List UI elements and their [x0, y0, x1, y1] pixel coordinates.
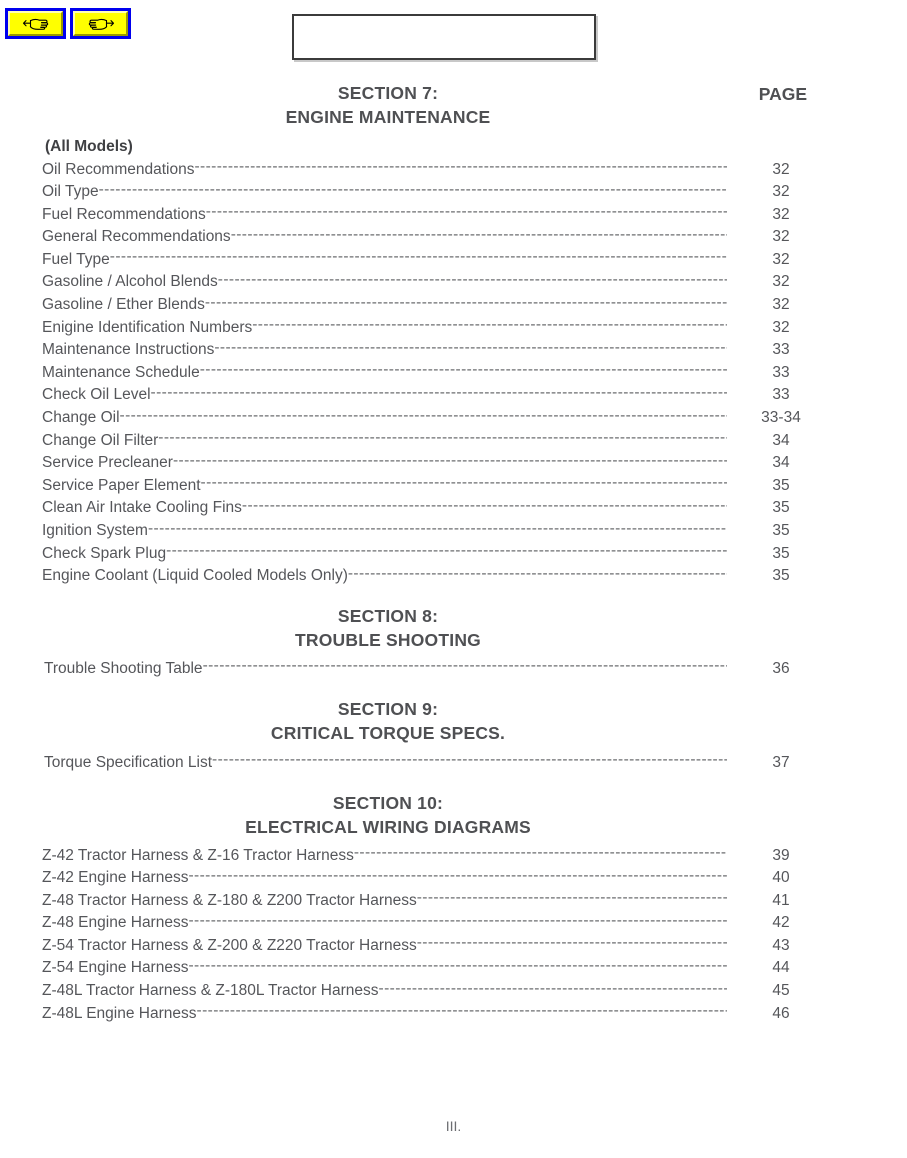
- toc-entry[interactable]: [42, 867, 822, 890]
- toc-entry-page-number: 46: [772, 1004, 790, 1022]
- toc-entry-title: Gasoline / Ether Blends: [42, 296, 205, 314]
- toc-entry[interactable]: [44, 657, 822, 680]
- toc-entry-page-number: 35: [772, 544, 790, 562]
- toc-leader-dashes: [200, 361, 727, 377]
- toc-entry-title: Z-54 Engine Harness: [42, 959, 189, 977]
- toc-entry-title: Oil Recommendations: [42, 160, 195, 178]
- section-7-entry-list: [42, 158, 822, 587]
- toc-entry-title: Z-42 Tractor Harness & Z-16 Tractor Harness: [42, 846, 354, 864]
- toc-entry-title: Z-54 Tractor Harness & Z-200 & Z220 Tractor Harness: [42, 936, 417, 954]
- toc-entry[interactable]: [42, 934, 822, 957]
- toc-leader-dashes: [354, 844, 727, 860]
- section-8-entry-list: [44, 657, 822, 680]
- toc-entry-page-number: 35: [772, 522, 790, 539]
- toc-entry-title: Service Paper Element: [42, 476, 201, 494]
- toc-entry[interactable]: [42, 339, 822, 362]
- toc-entry-page-number: 32: [772, 296, 790, 314]
- toc-entry[interactable]: [42, 203, 822, 226]
- toc-leader-dashes: [242, 497, 727, 513]
- toc-entry-title: Gasoline / Alcohol Blends: [42, 273, 218, 291]
- toc-entry-title: Maintenance Schedule: [42, 363, 200, 381]
- toc-entry-title: Check Oil Level: [42, 386, 151, 404]
- toc-entry-page-number: 41: [772, 891, 790, 909]
- toc-entry[interactable]: [42, 158, 822, 181]
- toc-leader-dashes: [348, 565, 727, 581]
- toc-entry-page-number: 34: [772, 454, 790, 472]
- toc-leader-dashes: [110, 248, 727, 264]
- toc-entry-page-number: 33: [772, 363, 790, 381]
- toc-entry[interactable]: [42, 407, 822, 430]
- toc-leader-dashes: [148, 520, 727, 536]
- toc-entry-page-number: 33-34: [761, 409, 801, 427]
- section-name: ENGINE MAINTENANCE: [285, 107, 491, 127]
- section-number: SECTION 8:: [337, 606, 439, 626]
- toc-entry[interactable]: [42, 429, 822, 452]
- toc-entry[interactable]: [42, 294, 822, 317]
- toc-leader-dashes: [120, 407, 727, 423]
- toc-entry-page-number: 32: [772, 273, 790, 291]
- toc-entry[interactable]: [42, 889, 822, 912]
- toc-entry[interactable]: [42, 474, 822, 497]
- section-8-heading: [0, 605, 776, 653]
- toc-entry[interactable]: [42, 452, 822, 475]
- toc-entry-title: Engine Coolant (Liquid Cooled Models Only): [42, 567, 348, 585]
- toc-leader-dashes: [205, 294, 727, 310]
- toc-leader-dashes: [203, 657, 727, 673]
- toc-leader-dashes: [417, 934, 727, 950]
- toc-entry-page-number: 40: [772, 869, 790, 887]
- toc-entry-title: General Recommendations: [42, 228, 231, 246]
- toc-entry[interactable]: [44, 751, 822, 774]
- toc-leader-dashes: [166, 542, 727, 558]
- toc-entry-title: Fuel Recommendations: [42, 205, 206, 223]
- toc-leader-dashes: [99, 181, 727, 197]
- toc-entry-title: Z-48L Engine Harness: [42, 1004, 197, 1022]
- toc-entry-page-number: 32: [772, 250, 790, 268]
- toc-entry[interactable]: [42, 1002, 822, 1025]
- toc-leader-dashes: [212, 751, 727, 767]
- toc-entry[interactable]: [42, 542, 822, 565]
- toc-entry[interactable]: [42, 912, 822, 935]
- toc-entry-title: Enigine Identification Numbers: [42, 318, 253, 336]
- toc-entry-page-number: 32: [772, 205, 790, 223]
- toc-entry-page-number: 39: [772, 846, 790, 864]
- toc-entry-title: Torque Specification List: [44, 753, 213, 771]
- toc-leader-dashes: [206, 203, 727, 219]
- toc-entry[interactable]: [42, 384, 822, 407]
- section-number: SECTION 9:: [337, 699, 439, 719]
- toc-entry-page-number: 43: [772, 936, 790, 954]
- toc-entry[interactable]: [42, 361, 822, 384]
- section-9-heading: [0, 698, 776, 746]
- page-column-header: PAGE: [758, 84, 807, 104]
- toc-entry-page-number: 32: [772, 228, 790, 246]
- footer-page-number: III.: [445, 1118, 462, 1134]
- toc-entry[interactable]: [42, 957, 822, 980]
- toc-entry-title: Check Spark Plug: [42, 544, 167, 562]
- toc-entry[interactable]: [42, 844, 822, 867]
- toc-leader-dashes: [188, 867, 727, 883]
- toc-entry-page-number: 44: [772, 959, 790, 977]
- section-9-entry-list: [44, 751, 822, 774]
- toc-entry[interactable]: [42, 520, 822, 543]
- toc-entry-title: Change Oil Filter: [42, 431, 159, 449]
- toc-leader-dashes: [218, 271, 727, 287]
- toc-leader-dashes: [188, 912, 727, 928]
- toc-entry-page-number: 36: [772, 659, 790, 677]
- toc-entry-page-number: 45: [772, 982, 790, 1000]
- toc-entry[interactable]: [42, 565, 822, 588]
- toc-entry-page-number: 34: [772, 431, 790, 449]
- toc-entry-title: Z-48 Tractor Harness & Z-180 & Z200 Tractor Harness: [42, 891, 417, 909]
- toc-entry-title: Change Oil: [42, 409, 120, 427]
- toc-entry[interactable]: [42, 226, 822, 249]
- toc-entry[interactable]: [42, 271, 822, 294]
- toc-entry-page-number: 33: [772, 341, 790, 359]
- toc-entry[interactable]: [42, 248, 822, 271]
- toc-leader-dashes: [197, 1002, 727, 1018]
- toc-entry-page-number: 32: [772, 318, 790, 336]
- toc-entry-title: Z-42 Engine Harness: [42, 869, 189, 887]
- toc-entry-title: Fuel Type: [42, 250, 110, 268]
- toc-leader-dashes: [231, 226, 727, 242]
- toc-entry[interactable]: [42, 497, 822, 520]
- toc-entry-title: Service Precleaner: [42, 454, 173, 472]
- toc-entry-title: Ignition System: [42, 522, 148, 539]
- toc-entry-page-number: 33: [772, 386, 790, 404]
- section-number: SECTION 7:: [337, 83, 439, 103]
- toc-entry[interactable]: [42, 980, 822, 1003]
- section-name: CRITICAL TORQUE SPECS.: [270, 723, 506, 743]
- toc-leader-dashes: [188, 957, 727, 973]
- toc-entry-page-number: 37: [772, 753, 790, 771]
- section-name: ELECTRICAL WIRING DIAGRAMS: [245, 817, 531, 837]
- section-number: SECTION 10:: [332, 793, 444, 813]
- toc-leader-dashes: [173, 452, 727, 468]
- toc-entry-title: Oil Type: [42, 183, 99, 201]
- group-label-all-models: (All Models): [45, 138, 133, 155]
- section-name: TROUBLE SHOOTING: [295, 630, 481, 650]
- toc-leader-dashes: [379, 980, 727, 996]
- toc-leader-dashes: [151, 384, 727, 400]
- toc-entry-title: Z-48 Engine Harness: [42, 914, 189, 932]
- toc-entry-page-number: 35: [772, 499, 790, 517]
- toc-leader-dashes: [214, 339, 727, 355]
- toc-leader-dashes: [158, 429, 727, 445]
- toc-leader-dashes: [194, 158, 727, 174]
- toc-entry-page-number: 42: [772, 914, 790, 932]
- section-10-heading: [0, 792, 776, 840]
- toc-entry-title: Z-48L Tractor Harness & Z-180L Tractor Harness: [42, 982, 379, 1000]
- toc-entry-page-number: 35: [772, 567, 790, 585]
- section-10-entry-list: [42, 844, 822, 1025]
- toc-entry[interactable]: [42, 316, 822, 339]
- toc-leader-dashes: [417, 889, 727, 905]
- toc-leader-dashes: [252, 316, 727, 332]
- toc-entry[interactable]: [42, 181, 822, 204]
- toc-entry-title: Trouble Shooting Table: [44, 659, 203, 677]
- toc-entry-title: Maintenance Instructions: [42, 341, 215, 359]
- toc-entry-page-number: 32: [772, 183, 790, 201]
- toc-leader-dashes: [201, 474, 727, 490]
- toc-entry-page-number: 35: [772, 476, 790, 494]
- toc-entry-title: Clean Air Intake Cooling Fins: [42, 499, 242, 517]
- toc-entry-page-number: 32: [772, 160, 790, 178]
